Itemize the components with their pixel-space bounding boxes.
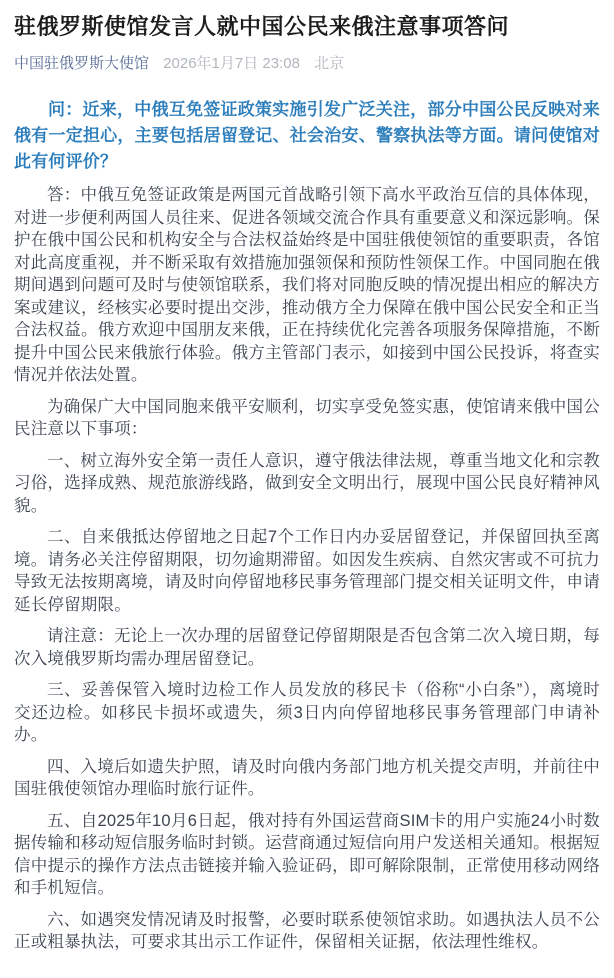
- publish-location: 北京: [314, 55, 345, 72]
- paragraph-answer: 答：中俄互免签证政策是两国元首战略引领下高水平政治互信的具体体现，对进一步便利两国人员往来、促进各领域交流合作具有重要意义和深远影响。保护在俄中国公民和机构安全与合法权益始终是中国驻俄使领馆的重要职责，各馆对此高度重视，并不断采取有效措施加强领保和预防性领保工作。中国同胞在俄期间遇到问题可及时与使领馆联系，我们将对同胞反映的情况提出相应的解决方案或建议，经核实必要时提出交涉，推动俄方全力保障在俄中国公民安全和正当合法权益。俄方欢迎中国朋友来俄，正在持续优化完善各项服务保障措施，不断提升中国公民来俄旅行体验。俄方主管部门表示，如接到中国公民投诉，将查实情况并依法处置。: [14, 186, 600, 384]
- paragraph-item-2: 二、自来俄抵达停留地之日起7个工作日内办妥居留登记，并保留回执至离境。请务必关注停留期限，切勿逾期滞留。如因发生疾病、自然灾害或不可抗力导致无法按期离境，请及时向停留地移民事务管理部门提交相关证明文件，申请延长停留期限。: [14, 528, 600, 614]
- paragraph-item-6: 六、如遇突发情况请及时报警，必要时联系使领馆求助。如遇执法人员不公正或粗暴执法，可要求其出示工作证件，保留相关证据，依法理性维权。: [14, 910, 600, 951]
- account-name-link[interactable]: 中国驻俄罗斯大使馆: [14, 55, 150, 72]
- paragraph-question: 问：近来，中俄互免签证政策实施引发广泛关注，部分中国公民反映对来俄有一定担心，主要包括居留登记、社会治安、警察执法等方面。请问使馆对此有何评价？: [14, 100, 600, 171]
- paragraph-intro-items: 为确保广大中国同胞来俄平安顺利，切实享受免签实惠，使馆请来俄中国公民注意以下事项：: [14, 397, 600, 438]
- paragraph-item-5: 五、自2025年10月6日起，俄对持有外国运营商SIM卡的用户实施24小时数据传输和移动短信服务临时封锁。运营商通过短信向用户发送相关通知。根据短信中提示的操作方法点击链接并输入验证码，即可解除限制，正常使用移动网络和手机短信。: [14, 811, 600, 897]
- paragraph-item-4: 四、入境后如遗失护照，请及时向俄内务部门地方机关提交声明，并前往中国驻俄使领馆办理临时旅行证件。: [14, 757, 600, 798]
- paragraph-registration-note: 请注意：无论上一次办理的居留登记停留期限是否包含第二次入境日期，每次入境俄罗斯均需办理居留登记。: [14, 627, 600, 668]
- article-body: [14, 97, 600, 954]
- paragraph-item-1: 一、树立海外安全第一责任人意识，遵守俄法律法规，尊重当地文化和宗教习俗，选择成熟、规范旅游线路，做到安全文明出行，展现中国公民良好精神风貌。: [14, 451, 600, 515]
- article-title: 驻俄罗斯使馆发言人就中国公民来俄注意事项答问: [14, 14, 510, 39]
- paragraph-item-3: 三、妥善保管入境时边检工作人员发放的移民卡（俗称“小白条”），离境时交还边检。如移民卡损坏或遗失，须3日内向停留地移民事务管理部门申请补办。: [14, 681, 600, 744]
- publish-datetime: 2026年1月7日 23:08: [163, 55, 300, 72]
- article-meta: [14, 55, 600, 72]
